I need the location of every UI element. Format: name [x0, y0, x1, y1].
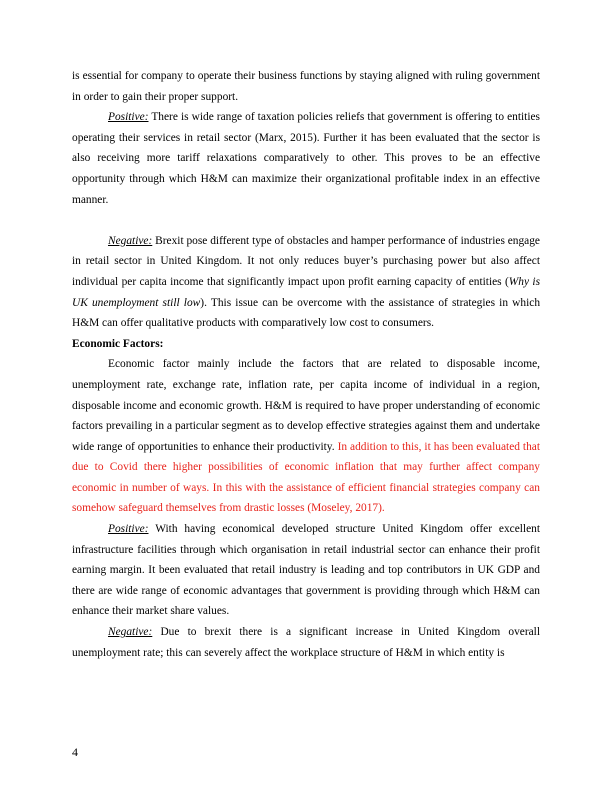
paragraph-text: There is wide range of taxation policies reliefs that government is offering to entities operating their services in retail sector (	[72, 111, 540, 144]
positive-label: Positive:	[108, 111, 149, 124]
paragraph-negative-political	[72, 231, 540, 334]
paragraph-text: Economic factor mainly include the factors that are related to disposable income, unemployment rate, exchange rate, inflation rate, per capita income of individual in a region, disposable income and economic growth. H&M is required to have proper understanding of economic factors prevailing in a particular segment as to develop effective strategies against them and undertake wide range of opportunities to enhance their productivity.	[72, 358, 540, 453]
paragraph-text: ). Further it has been evaluated that the sector is also receiving more tariff relaxations comparatively to other. This proves to be an effective opportunity through which H&M can maximize their organizational profitable index in an effective manner.	[72, 131, 540, 206]
paragraph-positive-political	[72, 107, 540, 210]
highlighted-text: In addition to this, it has been evaluated that due to Covid there higher possibilities of economic inflation that may further affect company economic in number of ways. In this with the assistance of efficient financial strategies company can somehow safeguard themselves from drastic losses (Moseley, 2017).	[72, 440, 540, 515]
positive-label: Positive:	[108, 523, 149, 536]
document-body	[72, 66, 540, 663]
paragraph-positive-economic	[72, 519, 540, 622]
paragraph-negative-economic	[72, 622, 540, 663]
paragraph-continuation	[72, 66, 540, 107]
citation-italic: Why is UK unemployment still low	[72, 275, 540, 309]
page-number: 4	[72, 745, 78, 759]
paragraph-economic-factors	[72, 354, 540, 519]
paragraph-text: With having economical developed structure United Kingdom offer excellent infrastructure facilities through which organisation in retail industrial sector can enhance their profit earning margin. It been evaluated that retail industry is leading and top contributors in UK GDP and there are wide range of economic advantages that government is providing through which H&M can enhance their market share values.	[72, 523, 540, 618]
citation: Marx, 2015	[258, 131, 313, 144]
paragraph-text: ). This issue can be overcome with the assistance of strategies in which H&M can offer qualitative products with comparatively low cost to consumers.	[72, 296, 541, 330]
negative-label: Negative:	[108, 626, 153, 639]
paragraph-text: is essential for company to operate their business functions by staying aligned with ruling government in order to gain their proper support.	[72, 70, 540, 103]
section-heading: Economic Factors:	[72, 337, 164, 350]
paragraph-text: Due to brexit there is a significant increase in United Kingdom overall unemployment rate; this can severely affect the workplace structure of H&M in which entity is	[72, 626, 540, 659]
paragraph-text: Brexit pose different type of obstacles and hamper performance of industries engage in retail sector in United Kingdom. It not only reduces buyer’s purchasing power but also affect individual per capita income that significantly impact upon profit earning capacity of entities (	[72, 234, 540, 288]
negative-label: Negative:	[108, 234, 153, 247]
